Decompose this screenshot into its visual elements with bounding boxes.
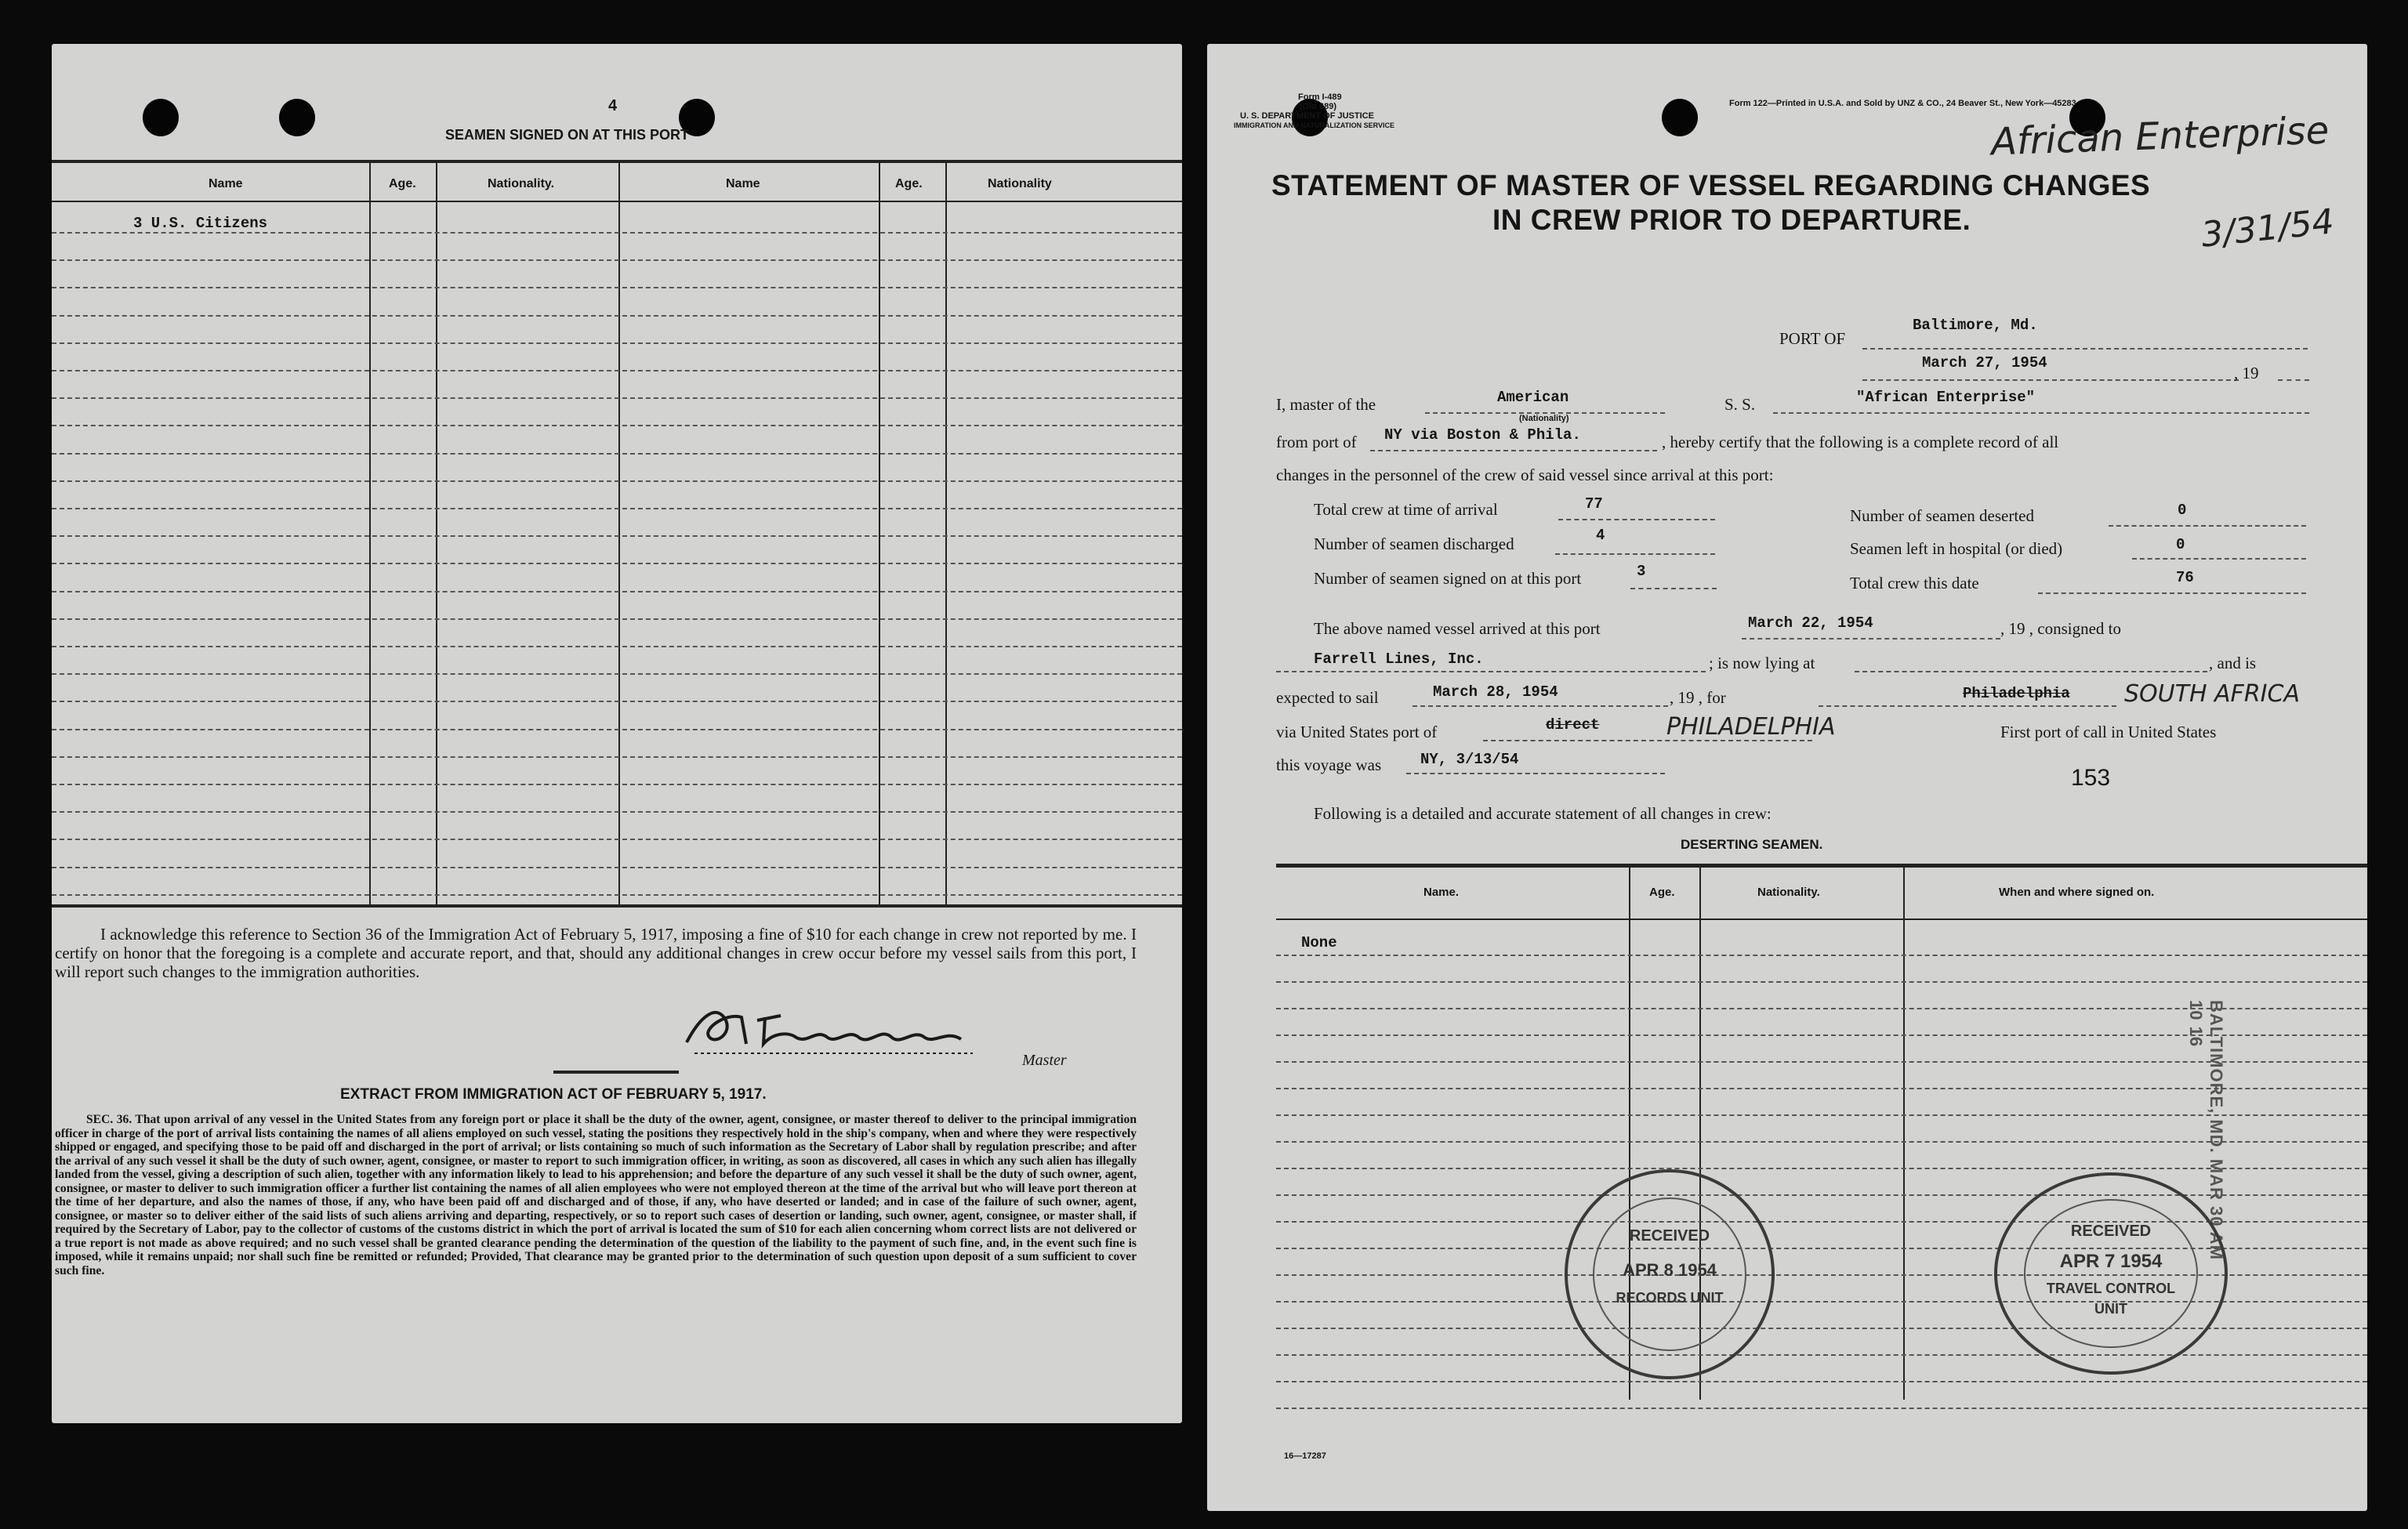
lying-label: ; is now lying at	[1709, 654, 1815, 672]
consignee-value: Farrell Lines, Inc.	[1314, 650, 1484, 668]
received-stamp-records-unit: RECEIVED APR 8 1954 RECORDS UNIT	[1565, 1169, 1775, 1379]
received-stamp-travel-control: RECEIVED APR 7 1954 TRAVEL CONTROL UNIT	[1994, 1172, 2228, 1375]
master-signature	[671, 989, 985, 1064]
discharged-value: 4	[1596, 527, 1605, 544]
column-header-age: Age.	[389, 177, 416, 190]
deserting-entry: None	[1301, 934, 1337, 951]
column-header-name: Name	[209, 177, 243, 190]
column-header-name: Name	[726, 177, 760, 190]
port-of-value: Baltimore, Md.	[1913, 317, 2038, 334]
punch-hole	[143, 99, 179, 136]
ss-label: S. S.	[1724, 395, 1756, 414]
destination-typed: Philadelphia	[1963, 685, 2070, 702]
nationality-value: American	[1497, 389, 1569, 406]
certify-text: , hereby certify that the following is a complete record of all	[1662, 433, 2059, 451]
handwritten-date: 3/31/54	[2199, 201, 2336, 255]
department-label: U. S. DEPARTMENT OF JUSTICE	[1240, 111, 1374, 121]
table-row-line	[52, 315, 1182, 317]
table-row-line	[52, 618, 1182, 620]
arrived-value: March 22, 1954	[1748, 614, 1873, 632]
form-number: Form I-489	[1298, 92, 1342, 102]
signed-on-label: Number of seamen signed on at this port	[1314, 569, 1582, 588]
form-title-line2: IN CREW PRIOR TO DEPARTURE.	[1492, 204, 1971, 236]
table-row-line	[52, 480, 1182, 482]
destination-handwritten: SOUTH AFRICA	[2124, 680, 2300, 708]
deserted-label: Number of seamen deserted	[1850, 506, 2034, 525]
total-crew-arrival-label: Total crew at time of arrival	[1314, 500, 1498, 519]
table-row-line	[52, 784, 1182, 785]
table-row-line	[52, 701, 1182, 702]
table-row-line	[52, 811, 1182, 813]
handwritten-vessel-name: African Enterprise	[1990, 108, 2330, 165]
deserting-row-line	[1276, 981, 2367, 983]
table-row-line	[52, 370, 1182, 371]
table-row-line	[52, 563, 1182, 564]
signed-on-value: 3	[1637, 563, 1646, 580]
punch-hole	[279, 99, 315, 136]
from-port-value: NY via Boston & Phila.	[1384, 426, 1581, 444]
deserting-row-line	[1276, 1354, 2367, 1356]
acknowledgement-text: I acknowledge this reference to Section 36 of the Immigration Act of February 5, 1917, imposing a fine of $10 for each change in crew not reported by me. I certify on honor that the foregoing is a complete and accurate report, and that, should any additional changes in crew occur before my vessel sails from this port, I will report such changes to the immigration authorities.	[55, 925, 1137, 981]
via-typed: direct	[1546, 716, 1600, 734]
table-row-line	[52, 673, 1182, 675]
table-row-line	[52, 729, 1182, 730]
expected-label: expected to sail	[1276, 688, 1379, 707]
table-row-line	[52, 508, 1182, 509]
table-row-line	[52, 425, 1182, 426]
table-row-line	[52, 342, 1182, 344]
column-header-age: Age.	[895, 177, 923, 190]
deserted-value: 0	[2178, 502, 2187, 519]
total-crew-date-value: 76	[2176, 569, 2194, 586]
total-crew-date-label: Total crew this date	[1850, 574, 1979, 592]
punch-hole	[1662, 99, 1698, 136]
deserting-column-nationality: Nationality.	[1757, 886, 1820, 899]
and-is-label: , and is	[2209, 654, 2257, 672]
this-voyage-label: this voyage was	[1276, 755, 1382, 774]
deserting-row-line	[1276, 955, 2367, 956]
vessel-name-value: "African Enterprise"	[1856, 389, 2036, 406]
table-row-line	[52, 287, 1182, 288]
via-handwritten: PHILADELPHIA	[1666, 713, 1836, 741]
consigned-label: , 19 , consigned to	[2000, 619, 2121, 638]
table-row-line	[52, 259, 1182, 261]
footer-code: 16—17287	[1284, 1451, 1326, 1461]
table-row-line	[52, 232, 1182, 234]
deserting-column-signed-on: When and where signed on.	[1999, 886, 2155, 899]
side-stamp: BALTIMORE, MD. MAR 30 AM 10 16	[2186, 1000, 2226, 1260]
total-crew-arrival-value: 77	[1585, 495, 1603, 513]
via-label: via United States port of	[1276, 723, 1438, 741]
deserting-column-name: Name.	[1423, 886, 1460, 899]
extract-text: SEC. 36. That upon arrival of any vessel in the United States from any foreign port or place it shall be the duty of the owner, agent, consignee, or master thereof to deliver to the principal immigration officer in charge of the port of arrival lists containing the names of all aliens employed on such vessel, stating the positions they respectively hold in the ship's company, when and where they were respectively shipped or engaged, and specifying those to be paid off and discharged in the port of arrival; or lists containing so much of such information as the Secretary of Labor shall by regulation prescribe; and after the arrival of any such vessel it shall be the duty of such owner, agent, consignee, or master to report to such immigration officer, in writing, as soon as discovered, all cases in which any such alien has illegally landed from the vessel, giving a description of such alien, together with any information likely to lead to his apprehension; and before the departure of any such vessel it shall be the duty of such owner, agent, consignee, or master to deliver to such immigration officer a further list containing the names of all alien employees who were not employed thereon at the time of the arrival but who will leave port thereon at the time of her departure, and also the names of those, if any, who have been paid off and discharged and of those, if any, who have deserted or landed; and in case of the failure of such owner, agent, consignee, or master so to deliver either of the said lists of such aliens arriving and departing, respectively, or so to report such cases of desertion or landing, such owner, agent, consignee, or master shall, if required by the Secretary of Labor, pay to the collector of customs of the customs district in which the port of arrival is located the sum of $10 for each alien concerning whom correct lists are not delivered or a true report is not made as above required; and no such vessel shall be granted clearance pending the determination of the question of the liability to the payment of such fine, and, in the event such fine is imposed, while it remains unpaid; nor shall such fine be remitted or refunded; Provided, That clearance may be granted prior to the determination of such question upon deposit of a sum sufficient to cover such fine.	[55, 1113, 1137, 1277]
hospital-value: 0	[2176, 536, 2185, 553]
from-port-label: from port of	[1276, 433, 1357, 451]
table-row-line	[52, 535, 1182, 537]
following-text: Following is a detailed and accurate statement of all changes in crew:	[1314, 804, 1772, 823]
first-port-label: First port of call in United States	[2000, 723, 2217, 741]
page-number: 4	[608, 97, 618, 114]
form-title-line1: STATEMENT OF MASTER OF VESSEL REGARDING CHANGES	[1271, 169, 2151, 201]
deserting-row-line	[1276, 1408, 2367, 1409]
table-row-line	[52, 867, 1182, 868]
form-old-number: (Old 689)	[1300, 102, 1337, 111]
port-of-label: PORT OF	[1779, 329, 1846, 348]
discharged-label: Number of seamen discharged	[1314, 534, 1514, 553]
column-header-nationality: Nationality	[988, 177, 1052, 190]
left-page-title: SEAMEN SIGNED ON AT THIS PORT	[445, 127, 690, 143]
printer-note: Form 122—Printed in U.S.A. and Sold by UNZ & CO., 24 Beaver St., New York—45283	[1729, 99, 2076, 108]
year-label: , 19	[2234, 364, 2259, 382]
right-page	[1207, 44, 2367, 1511]
deserting-row-line	[1276, 1381, 2367, 1382]
table-row-line	[52, 591, 1182, 592]
date-value: March 27, 1954	[1922, 354, 2047, 371]
left-page	[52, 44, 1182, 1423]
hospital-label: Seamen left in hospital (or died)	[1850, 539, 2063, 558]
deserting-title: DESERTING SEAMEN.	[1681, 837, 1823, 852]
certify-text-2: changes in the personnel of the crew of said vessel since arrival at this port:	[1276, 466, 1774, 484]
column-header-nationality: Nationality.	[488, 177, 555, 190]
extract-title: EXTRACT FROM IMMIGRATION ACT OF FEBRUARY 5, 1917.	[340, 1086, 767, 1103]
table-row-line	[52, 839, 1182, 840]
table-row-line	[52, 453, 1182, 455]
deserting-column-age: Age.	[1649, 886, 1675, 899]
table-row-line	[52, 397, 1182, 399]
nationality-caption: (Nationality)	[1519, 414, 1569, 423]
this-voyage-value: NY, 3/13/54	[1420, 751, 1519, 768]
for-label: , 19 , for	[1670, 688, 1726, 707]
arrived-label: The above named vessel arrived at this port	[1314, 619, 1601, 638]
table-row-line	[52, 756, 1182, 758]
service-label: IMMIGRATION AND NATURALIZATION SERVICE	[1234, 121, 1394, 129]
master-label: Master	[1022, 1052, 1067, 1069]
table-row-entry: 3 U.S. Citizens	[133, 215, 268, 232]
expected-date-value: March 28, 1954	[1433, 683, 1558, 701]
master-of-label: I, master of the	[1276, 395, 1376, 414]
table-row-line	[52, 894, 1182, 896]
table-row-line	[52, 646, 1182, 647]
file-number: 153	[2071, 765, 2111, 791]
